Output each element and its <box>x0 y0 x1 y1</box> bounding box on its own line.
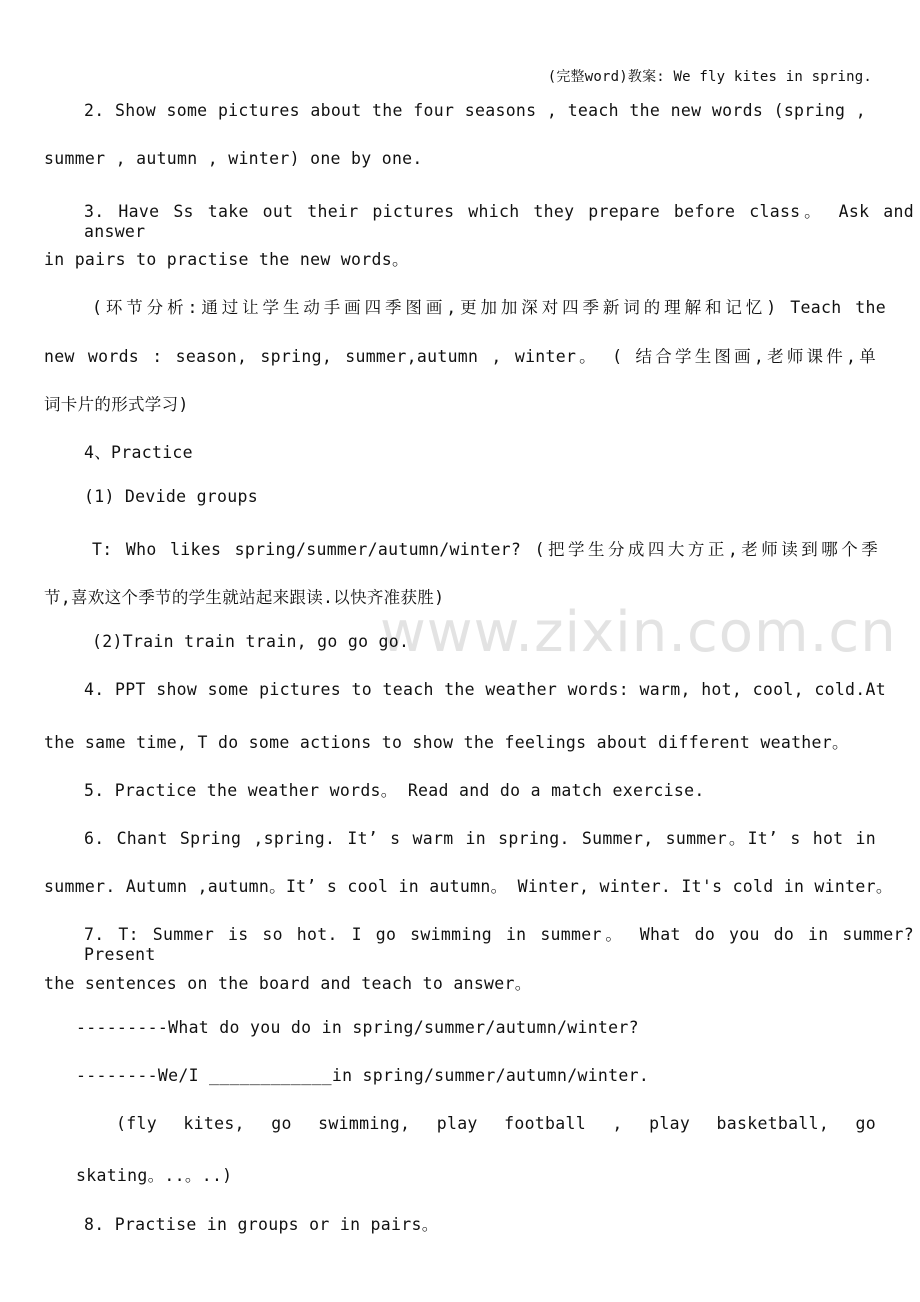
page-header: (完整word)教案: We fly kites in spring. <box>547 69 872 85</box>
watermark: www.zixin.com.cn <box>380 600 897 665</box>
text-line-7: 词卡片的形式学习) <box>44 395 189 414</box>
text-line-1: 2. Show some pictures about the four seasons , teach the new words (spring , <box>84 101 866 120</box>
text-line-15: 5. Practice the weather words。 Read and do a match exercise. <box>84 781 705 800</box>
text-line-17: summer. Autumn ,autumn。It’ s cool in autumn。 Winter, winter. It's cold in winter。 <box>44 877 893 896</box>
text-line-16: 6. Chant Spring ,spring. It’ s warm in spring. Summer, summer。It’ s hot in <box>84 829 876 848</box>
text-line-20: ---------What do you do in spring/summer/autumn/winter? <box>76 1018 639 1037</box>
text-line-23: skating。..。..) <box>76 1166 233 1185</box>
text-line-4: in pairs to practise the new words。 <box>44 250 409 269</box>
text-line-2: summer , autumn , winter) one by one. <box>44 149 423 168</box>
text-line-8: 4、Practice <box>84 443 193 462</box>
text-line-3: 3. Have Ss take out their pictures which they prepare before class。 Ask and answer <box>84 202 914 241</box>
text-line-9: (1) Devide groups <box>84 487 258 506</box>
text-line-12: (2)Train train train, go go go. <box>92 632 410 651</box>
text-line-5: (环节分析:通过让学生动手画四季图画,更加加深对四季新词的理解和记忆) Teach the <box>92 298 886 317</box>
text-line-24: 8. Practise in groups or in pairs。 <box>84 1215 439 1234</box>
text-line-18: 7. T: Summer is so hot. I go swimming in summer。 What do you do in summer? Present <box>84 925 914 964</box>
text-line-11: 节,喜欢这个季节的学生就站起来跟读.以快齐准获胜) <box>44 588 445 607</box>
text-line-21: --------We/I ____________in spring/summer/autumn/winter. <box>76 1066 650 1085</box>
text-line-19: the sentences on the board and teach to answer。 <box>44 974 532 993</box>
text-line-10: T: Who likes spring/summer/autumn/winter? (把学生分成四大方正,老师读到哪个季 <box>92 540 878 559</box>
text-line-22: (fly kites, go swimming, play football , play basketball, go <box>116 1114 876 1133</box>
text-line-14: the same time, T do some actions to show the feelings about different weather。 <box>44 733 849 752</box>
text-line-13: 4. PPT show some pictures to teach the weather words: warm, hot, cool, cold.At <box>84 680 886 699</box>
text-line-6: new words : season, spring, summer,autumn , winter。 ( 结合学生图画,老师课件,单 <box>44 347 876 366</box>
